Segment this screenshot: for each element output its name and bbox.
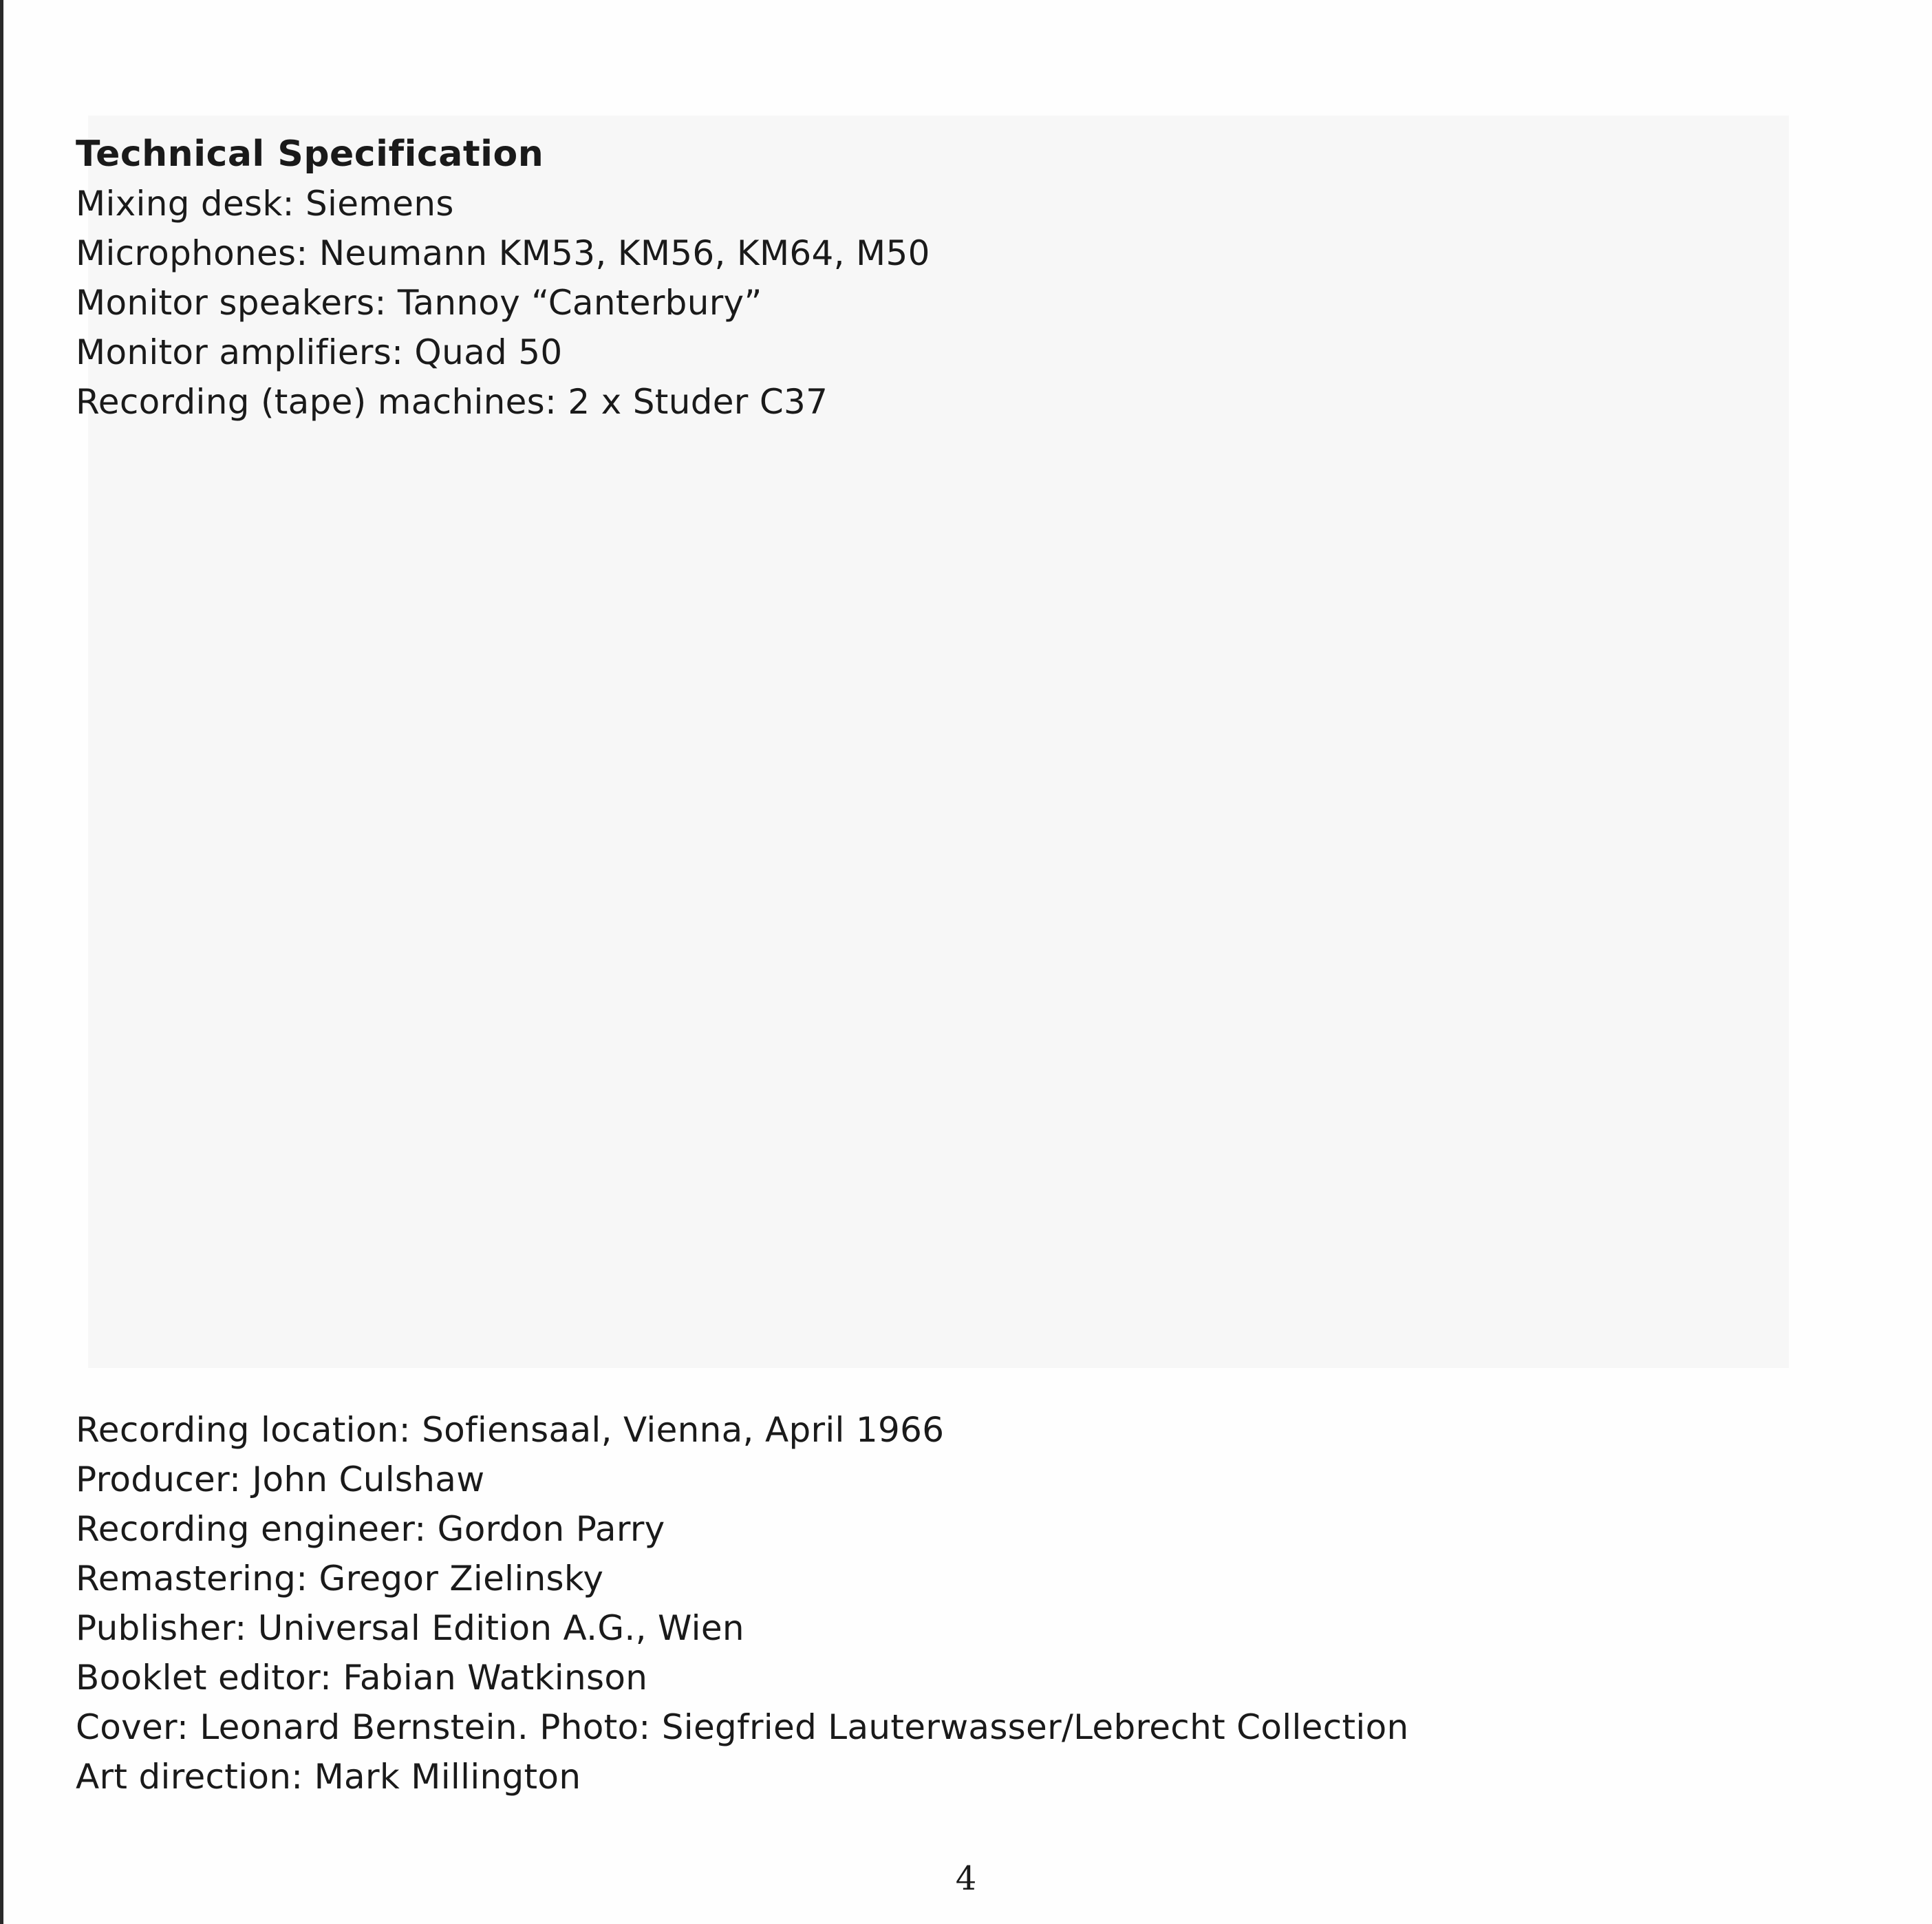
page-number: 4: [955, 1859, 977, 1898]
spec-mixing-desk: Mixing desk: Siemens: [76, 184, 454, 224]
credit-recording-engineer: Recording engineer: Gordon Parry: [76, 1509, 665, 1549]
spec-monitor-amplifiers: Monitor amplifiers: Quad 50: [76, 332, 563, 372]
credits-section: [76, 1405, 1409, 1802]
spec-microphones: Microphones: Neumann KM53, KM56, KM64, M50: [76, 233, 930, 273]
credit-booklet-editor: Booklet editor: Fabian Watkinson: [76, 1658, 648, 1698]
credit-cover: Cover: Leonard Bernstein. Photo: Siegfried Lauterwasser/Lebrecht Collection: [76, 1707, 1409, 1747]
page-edge: [0, 0, 3, 1924]
spec-monitor-speakers: Monitor speakers: Tannoy “Canterbury”: [76, 283, 762, 323]
credit-publisher: Publisher: Universal Edition A.G., Wien: [76, 1608, 744, 1648]
credit-recording-location: Recording location: Sofiensaal, Vienna, April 1966: [76, 1410, 945, 1450]
credit-remastering: Remastering: Gregor Zielinsky: [76, 1559, 604, 1599]
spec-recording-machines: Recording (tape) machines: 2 x Studer C37: [76, 382, 828, 422]
technical-specification-section: [76, 129, 930, 427]
credit-art-direction: Art direction: Mark Millington: [76, 1757, 581, 1797]
credit-producer: Producer: John Culshaw: [76, 1460, 485, 1499]
technical-specification-heading: Technical Specification: [76, 133, 544, 175]
